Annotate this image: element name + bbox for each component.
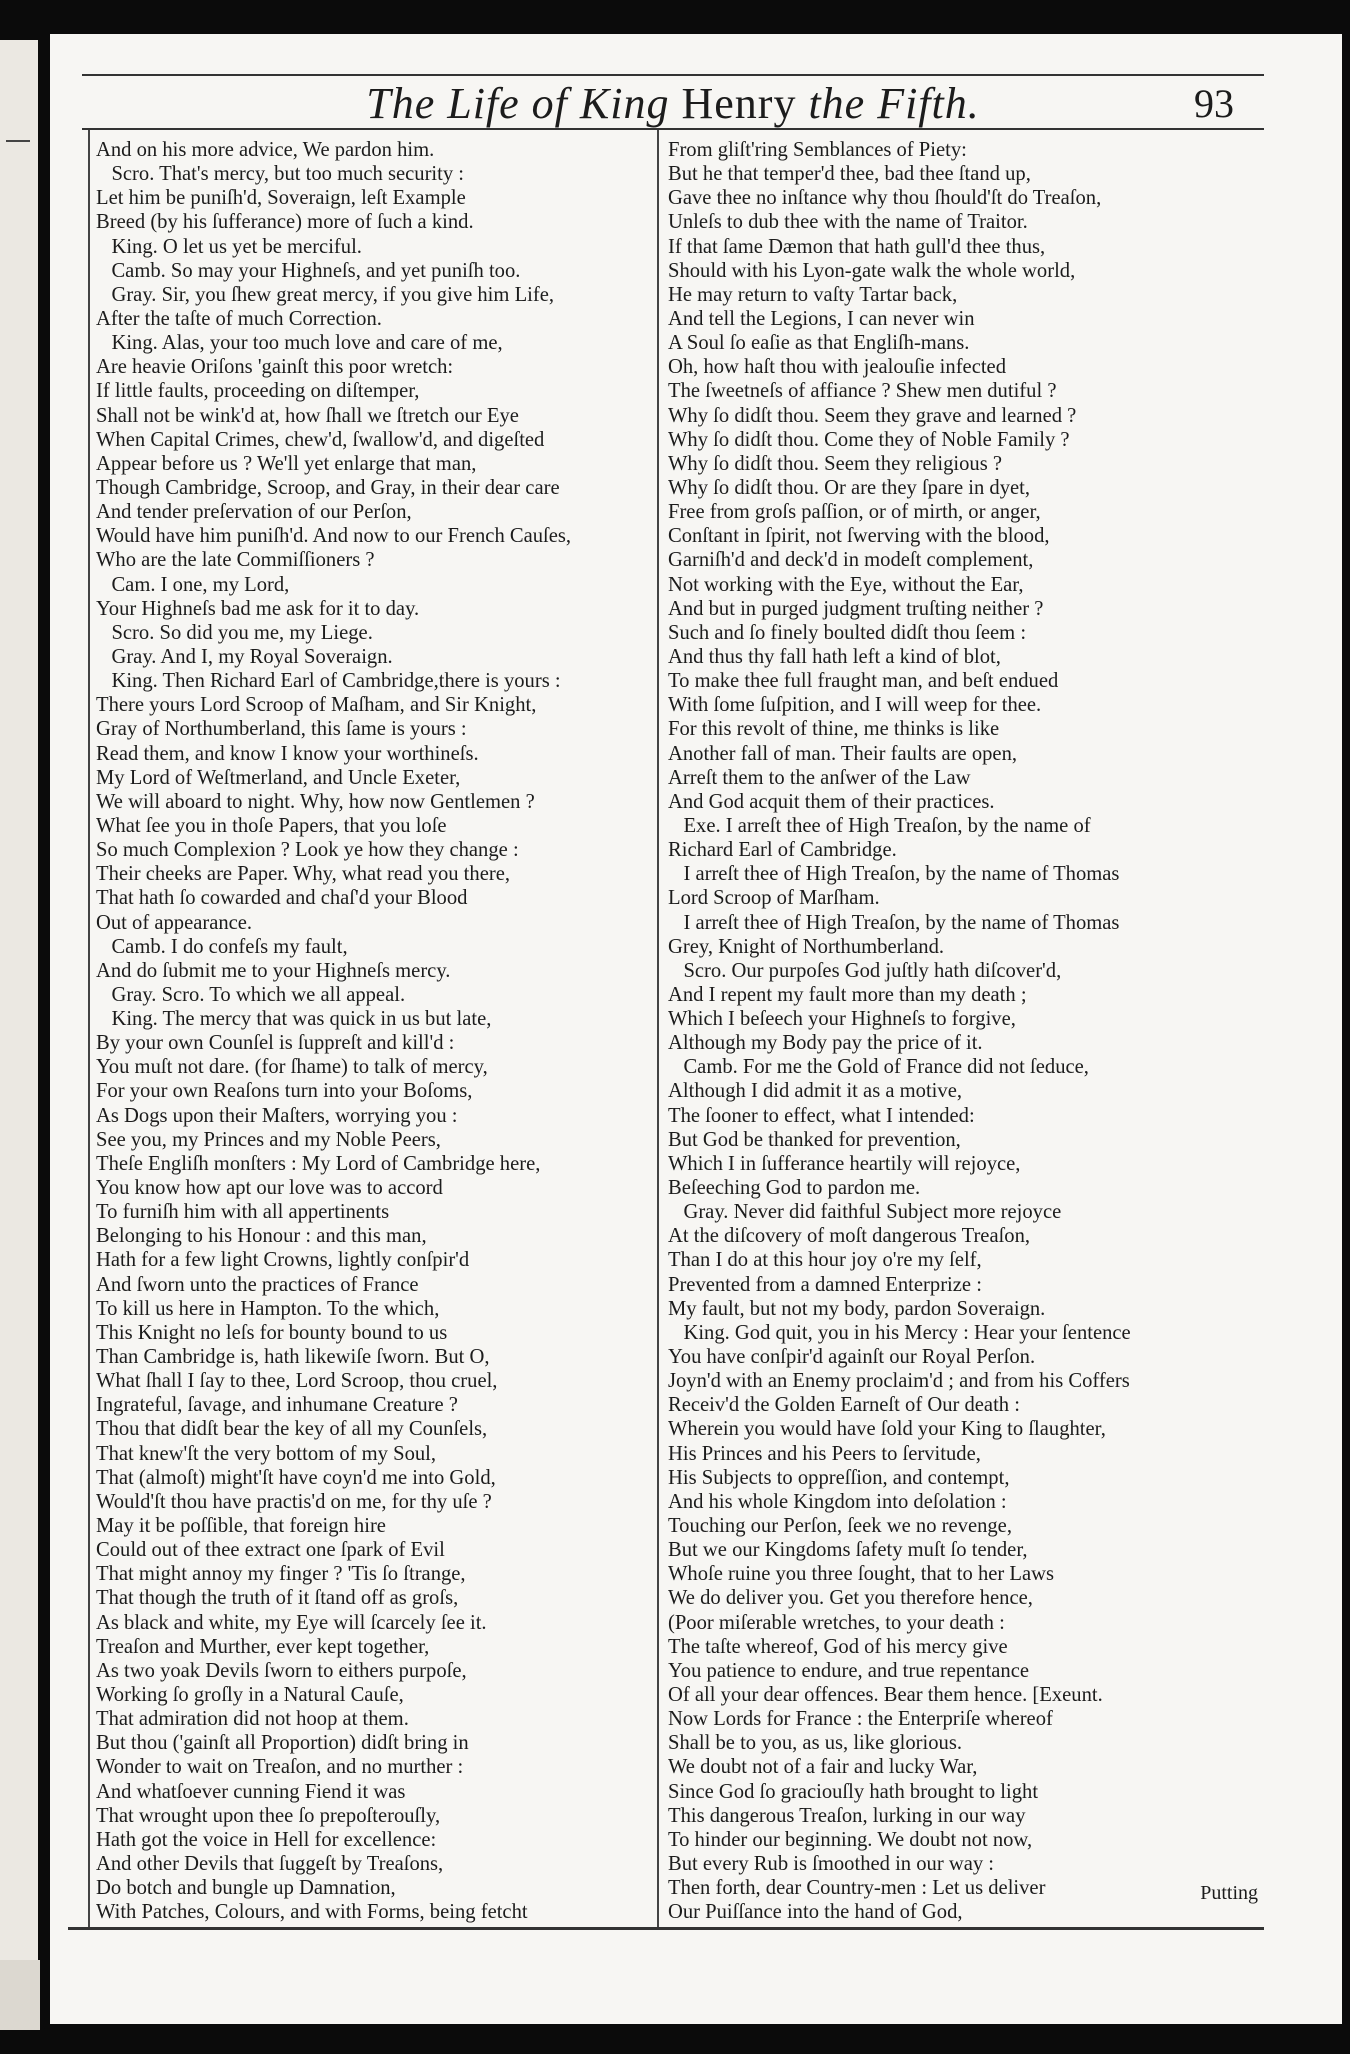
- left-frame-rule: [88, 130, 90, 1928]
- text-line: Belonging to his Honour : and this man,: [96, 1225, 427, 1248]
- text-line: Although I did admit it as a motive,: [668, 1080, 962, 1103]
- right-text-column: [668, 138, 1268, 1924]
- text-line: Are heavie Oriſons 'gainſt this poor wretch:: [96, 356, 454, 379]
- text-line: From gliſt'ring Semblances of Piety:: [668, 139, 967, 161]
- text-line: And ſworn unto the practices of France: [96, 1273, 419, 1296]
- text-line: With Patches, Colours, and with Forms, being fetcht: [96, 1901, 528, 1924]
- text-line: His Princes and his Peers to ſervitude,: [668, 1442, 981, 1465]
- text-line: And thus thy fall hath left a kind of blot,: [668, 645, 1001, 668]
- text-line: That though the truth of it ſtand off as groſs,: [96, 1587, 459, 1610]
- text-line: A Soul ſo eaſie as that Engliſh-mans.: [668, 332, 970, 355]
- text-line: Beſeeching God to pardon me.: [668, 1177, 921, 1200]
- text-line: Let him be puniſh'd, Soveraign, leſt Example: [96, 187, 466, 210]
- text-line: Read them, and know I know your worthineſs.: [96, 742, 479, 765]
- text-line: What ſee you in thoſe Papers, that you loſe: [96, 814, 447, 837]
- text-line: That knew'ſt the very bottom of my Soul,: [96, 1442, 437, 1465]
- text-line: Than I do at this hour joy o're my ſelf,: [668, 1249, 982, 1272]
- text-line: Thou that didſt bear the key of all my Counſels,: [96, 1418, 488, 1441]
- text-line: But every Rub is ſmoothed in our way :: [668, 1852, 995, 1875]
- text-line: After the taſte of much Correction.: [96, 307, 382, 330]
- text-line: Now Lords for France : the Enterpriſe whereof: [668, 1708, 1053, 1731]
- text-line: Why ſo didſt thou. Seem they grave and learned ?: [668, 404, 1077, 427]
- footer-rule: [68, 1927, 1264, 1930]
- text-line: I arreſt thee of High Treaſon, by the name of Thomas: [668, 911, 1120, 934]
- text-line: And other Devils that ſuggeſt by Treaſons,: [96, 1852, 444, 1875]
- text-line: But we our Kingdoms ſafety muſt ſo tender,: [668, 1539, 1028, 1562]
- text-line: King. The mercy that was quick in us but late,: [96, 1008, 492, 1031]
- text-line: Their cheeks are Paper. Why, what read you there,: [96, 863, 510, 886]
- text-line: But God be thanked for prevention,: [668, 1128, 961, 1151]
- text-line: Garniſh'd and deck'd in modeſt complement,: [668, 549, 1034, 572]
- text-line: Joyn'd with an Enemy proclaim'd ; and from his Coffers: [668, 1370, 1130, 1393]
- text-line: Would'ſt thou have practis'd on me, for thy uſe ?: [96, 1490, 492, 1513]
- text-line: This Knight no leſs for bounty bound to us: [96, 1321, 448, 1344]
- text-line: Since God ſo graciouſly hath brought to light: [668, 1780, 1039, 1803]
- text-line: His Subjects to oppreſſion, and contempt,: [668, 1466, 1010, 1489]
- text-line: Gray. And I, my Royal Soveraign.: [96, 645, 393, 668]
- running-header: [82, 74, 1264, 130]
- text-line: Though Cambridge, Scroop, and Gray, in their dear care: [96, 476, 560, 499]
- text-line: If little faults, proceeding on diſtemper,: [96, 380, 420, 403]
- text-line: That (almoſt) might'ſt have coyn'd me into Gold,: [96, 1466, 496, 1489]
- text-line: King. God quit, you in his Mercy : Hear your ſentence: [668, 1321, 1131, 1344]
- text-line: Cam. I one, my Lord,: [96, 573, 290, 596]
- text-line: Oh, how haſt thou with jealouſie infected: [668, 356, 1006, 379]
- text-line: Gray. Sir, you ſhew great mercy, if you give him Life,: [96, 283, 555, 306]
- text-line: Although my Body pay the price of it.: [668, 1032, 983, 1055]
- text-line: King. Then Richard Earl of Cambridge,there is yours :: [96, 670, 561, 693]
- text-line: And but in purged judgment truſting neither ?: [668, 597, 1044, 620]
- text-line: But thou ('gainſt all Proportion) didſt bring in: [96, 1732, 469, 1755]
- text-line: Should with his Lyon-gate walk the whole world,: [668, 259, 1076, 282]
- text-line: Arreſt them to the anſwer of the Law: [668, 766, 971, 789]
- text-line: And his whole Kingdom into deſolation :: [668, 1490, 1007, 1513]
- text-line: For this revolt of thine, me thinks is like: [668, 718, 1000, 741]
- text-line: Gave thee no inſtance why thou ſhould'ſt do Treaſon,: [668, 187, 1102, 210]
- running-title: [82, 78, 1264, 129]
- text-line: Gray. Never did faithful Subject more rejoyce: [668, 1201, 1062, 1224]
- text-line: That admiration did not hoop at them.: [96, 1708, 409, 1731]
- text-line: Shall not be wink'd at, how ſhall we ſtretch our Eye: [96, 404, 519, 427]
- text-line: To hinder our beginning. We doubt not now,: [668, 1828, 1033, 1851]
- text-line: The ſweetneſs of affiance ? Shew men dutiful ?: [668, 380, 1057, 403]
- text-line: Theſe Engliſh monſters : My Lord of Cambridge here,: [96, 1152, 541, 1175]
- text-line: Do botch and bungle up Damnation,: [96, 1877, 396, 1900]
- text-line: Unleſs to dub thee with the name of Traitor.: [668, 211, 1028, 234]
- text-line: The ſooner to effect, what I intended:: [668, 1104, 975, 1127]
- text-line: That might annoy my finger ? 'Tis ſo ſtrange,: [96, 1563, 466, 1586]
- text-line: To make thee full fraught man, and beſt endued: [668, 670, 1059, 693]
- text-line: As black and white, my Eye will ſcarcely ſee it.: [96, 1611, 487, 1634]
- text-line: Scro. So did you me, my Liege.: [96, 621, 373, 644]
- text-line: (Poor miſerable wretches, to your death :: [668, 1611, 1005, 1634]
- text-line: Gray. Scro. To which we all appeal.: [96, 983, 406, 1006]
- text-line: Free from groſs paſſion, or of mirth, or anger,: [668, 501, 1041, 524]
- text-line: And God acquit them of their practices.: [668, 790, 995, 813]
- text-line: Treaſon and Murther, ever kept together,: [96, 1635, 430, 1658]
- text-line: As Dogs upon their Maſters, worrying you :: [96, 1104, 458, 1127]
- text-line: Another fall of man. Their faults are open,: [668, 742, 1018, 765]
- previous-page-edge: [0, 40, 38, 2030]
- text-line: If that ſame Dæmon that hath gull'd thee thus,: [668, 235, 1046, 258]
- text-line: Not working with the Eye, without the Ear,: [668, 573, 1024, 596]
- text-line: You muſt not dare. (for ſhame) to talk of mercy,: [96, 1056, 488, 1079]
- text-line: My Lord of Weſtmerland, and Uncle Exeter,: [96, 766, 461, 789]
- text-line: We doubt not of a fair and lucky War,: [668, 1756, 978, 1779]
- text-line: Scro. That's mercy, but too much security :: [96, 163, 465, 186]
- text-line: Wherein you would have ſold your King to ſlaughter,: [668, 1418, 1106, 1441]
- text-line: Grey, Knight of Northumberland.: [668, 935, 945, 958]
- text-line: Could out of thee extract one ſpark of Evil: [96, 1539, 445, 1562]
- text-line: And tender preſervation of our Perſon,: [96, 501, 412, 524]
- text-line: Camb. For me the Gold of France did not ſeduce,: [668, 1056, 1089, 1079]
- text-line: See you, my Princes and my Noble Peers,: [96, 1128, 441, 1151]
- text-line: And tell the Legions, I can never win: [668, 307, 975, 330]
- text-line: That hath ſo cowarded and chaſ'd your Blood: [96, 887, 468, 910]
- text-line: My fault, but not my body, pardon Soveraign.: [668, 1297, 1046, 1320]
- text-line: The taſte whereof, God of his mercy give: [668, 1635, 1008, 1658]
- text-line: Which I in ſufferance heartily will rejoyce,: [668, 1152, 1021, 1175]
- text-line: Then forth, dear Country-men : Let us deliver: [668, 1877, 1046, 1900]
- text-line: Scro. Our purpoſes God juſtly hath diſcover'd,: [668, 959, 1062, 982]
- text-line: Gray of Northumberland, this ſame is yours :: [96, 718, 467, 741]
- text-line: Lord Scroop of Marſham.: [668, 887, 880, 910]
- text-line: I arreſt thee of High Treaſon, by the name of Thomas: [668, 863, 1120, 886]
- column-divider: [657, 130, 659, 1928]
- text-line: By your own Counſel is ſuppreſt and kill'd :: [96, 1032, 455, 1055]
- text-line: And whatſoever cunning Fiend it was: [96, 1780, 406, 1803]
- text-line: And on his more advice, We pardon him.: [96, 139, 435, 161]
- text-line: Touching our Perſon, ſeek we no revenge,: [668, 1515, 1012, 1538]
- text-line: You have conſpir'd againſt our Royal Perſon.: [668, 1346, 1036, 1369]
- text-line: Wonder to wait on Treaſon, and no murther :: [96, 1756, 464, 1779]
- text-line: Prevented from a damned Enterprize :: [668, 1273, 982, 1296]
- text-line: Which I beſeech your Highneſs to forgive,: [668, 1008, 1016, 1031]
- text-line: To furniſh him with all appertinents: [96, 1201, 390, 1224]
- text-line: For your own Reaſons turn into your Boſoms,: [96, 1080, 473, 1103]
- text-line: He may return to vaſty Tartar back,: [668, 283, 958, 306]
- text-line: Whoſe ruine you three ſought, that to her Laws: [668, 1563, 1055, 1586]
- title-part-b: the Fifth.: [796, 79, 980, 128]
- text-line: But he that temper'd thee, bad thee ſtand up,: [668, 163, 1031, 186]
- text-line: We do deliver you. Get you therefore hence,: [668, 1587, 1033, 1610]
- text-line: Our Puiſſance into the hand of God,: [668, 1901, 963, 1924]
- text-line: Camb. I do confeſs my fault,: [96, 935, 348, 958]
- text-line: And I repent my fault more than my death ;: [668, 983, 1027, 1006]
- text-line: Camb. So may your Highneſs, and yet puniſh too.: [96, 259, 521, 282]
- text-line: And do ſubmit me to your Highneſs mercy.: [96, 959, 451, 982]
- text-line: Exe. I arreſt thee of High Treaſon, by the name of: [668, 814, 1091, 837]
- text-line: Breed (by his ſufferance) more of ſuch a kind.: [96, 211, 474, 234]
- text-line: Out of appearance.: [96, 911, 253, 934]
- text-line: This dangerous Treaſon, lurking in our way: [668, 1804, 1026, 1827]
- text-line: May it be poſſible, that foreign hire: [96, 1515, 386, 1538]
- text-line: Such and ſo finely boulted didſt thou ſeem :: [668, 621, 1027, 644]
- text-line: King. Alas, your too much love and care of me,: [96, 332, 503, 355]
- text-line: To kill us here in Hampton. To the which,: [96, 1297, 440, 1320]
- text-line: Why ſo didſt thou. Seem they religious ?: [668, 452, 1003, 475]
- text-line: Who are the late Commiſſioners ?: [96, 549, 375, 572]
- text-line: As two yoak Devils ſworn to eithers purpoſe,: [96, 1659, 467, 1682]
- text-line: Why ſo didſt thou. Come they of Noble Family ?: [668, 428, 1070, 451]
- text-line: Hath got the voice in Hell for excellence:: [96, 1828, 437, 1851]
- text-line: There yours Lord Scroop of Maſham, and Sir Knight,: [96, 694, 537, 717]
- title-part-a: The Life of King: [366, 79, 682, 128]
- text-line: King. O let us yet be merciful.: [96, 235, 362, 258]
- text-line: At the diſcovery of moſt dangerous Treaſon,: [668, 1225, 1031, 1248]
- text-line: You patience to endure, and true repentance: [668, 1659, 1030, 1682]
- catchword: Putting: [1200, 1882, 1258, 1904]
- text-line: Your Highneſs bad me ask for it to day.: [96, 597, 420, 620]
- text-line: Conſtant in ſpirit, not ſwerving with the blood,: [668, 525, 1050, 548]
- text-line: Shall be to you, as us, like glorious.: [668, 1732, 963, 1755]
- text-line: Than Cambridge is, hath likewiſe ſworn. But O,: [96, 1346, 490, 1369]
- left-text-column: [96, 138, 651, 1924]
- page-number: 93: [1194, 81, 1234, 126]
- text-line: Richard Earl of Cambridge.: [668, 839, 897, 862]
- text-line: Working ſo groſly in a Natural Cauſe,: [96, 1684, 404, 1706]
- text-line: So much Complexion ? Look ye how they change :: [96, 839, 519, 862]
- text-line: Appear before us ? We'll yet enlarge that man,: [96, 452, 477, 475]
- text-line: What ſhall I ſay to thee, Lord Scroop, thou cruel,: [96, 1370, 498, 1393]
- text-line: Hath for a few light Crowns, lightly conſpir'd: [96, 1249, 470, 1272]
- text-line: When Capital Crimes, chew'd, ſwallow'd, and digeſted: [96, 428, 545, 451]
- text-line: That wrought upon thee ſo prepoſterouſly,: [96, 1804, 441, 1827]
- text-line: Of all your dear offences. Bear them hence. [Exeunt.: [668, 1684, 1103, 1706]
- previous-page-edge-bottom: [0, 1960, 40, 2030]
- text-line: Would have him puniſh'd. And now to our French Cauſes,: [96, 525, 572, 548]
- text-line: With ſome ſuſpition, and I will weep for thee.: [668, 694, 1042, 717]
- edge-rule: [6, 140, 30, 142]
- text-line: Why ſo didſt thou. Or are they ſpare in dyet,: [668, 476, 1031, 499]
- text-line: You know how apt our love was to accord: [96, 1177, 443, 1200]
- header-bottom-rule: [82, 128, 1264, 130]
- text-line: We will aboard to night. Why, how now Gentlemen ?: [96, 790, 535, 813]
- text-line: Receiv'd the Golden Earneſt of Our death :: [668, 1394, 1020, 1417]
- text-line: Ingrateful, ſavage, and inhumane Creature ?: [96, 1394, 458, 1417]
- title-part-roman: Henry: [681, 79, 797, 128]
